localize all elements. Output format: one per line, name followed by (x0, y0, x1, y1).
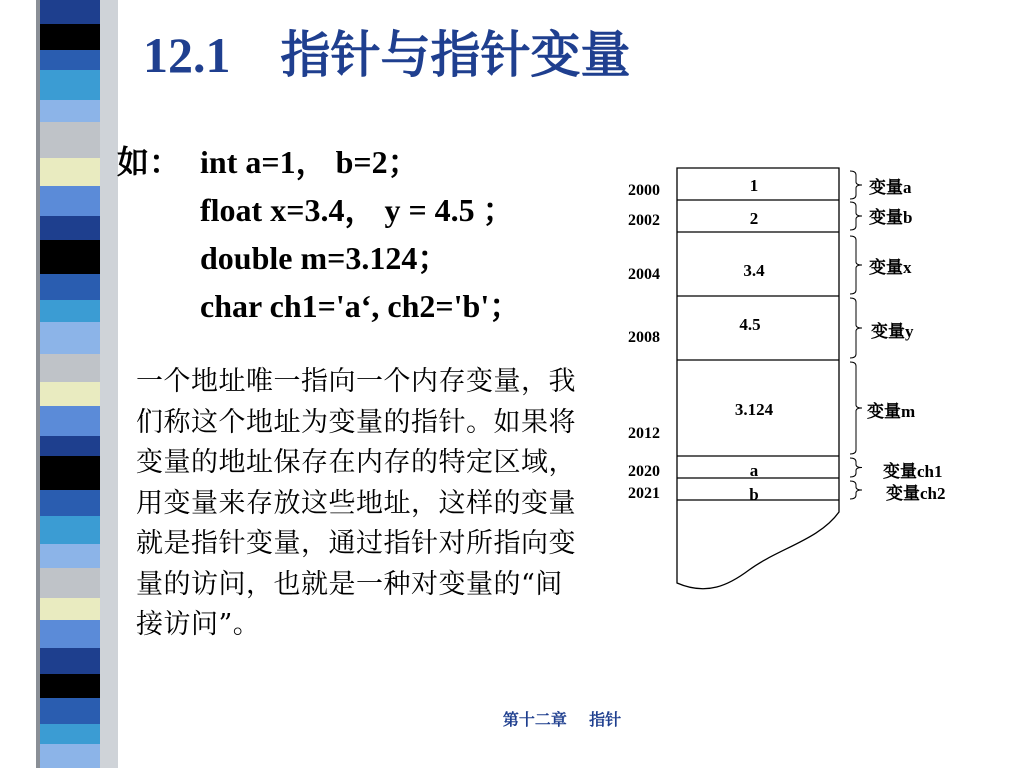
code-line-double: double m=3.124； (200, 240, 450, 276)
cell-brace (850, 202, 862, 230)
stripe-block (40, 100, 100, 122)
stripe-block (40, 456, 100, 490)
stripe-block (40, 436, 100, 456)
cell-brace (850, 171, 862, 199)
stripe-block (40, 544, 100, 568)
cell-label: 变量ch1 (883, 462, 943, 481)
cell-label: 变量a (869, 178, 912, 197)
stripe-edge (36, 0, 40, 768)
stripe-block (40, 354, 100, 382)
stripe-block (40, 0, 100, 24)
stripe-block (40, 216, 100, 240)
cell-label: 变量x (869, 258, 912, 277)
stripe-block (40, 648, 100, 674)
cell-address: 2004 (628, 266, 660, 283)
stripe-block (40, 50, 100, 70)
stripe-shadow (100, 0, 118, 768)
stripe-block (40, 300, 100, 322)
stripe-block (40, 186, 100, 216)
stripe-block (40, 744, 100, 768)
cell-address: 2008 (628, 329, 660, 346)
stripe-block (40, 70, 100, 100)
code-line-float: float x=3.4， y = 4.5 ； (200, 192, 515, 228)
cell-label: 变量ch2 (886, 484, 946, 503)
cell-label: 变量y (871, 322, 914, 341)
decorative-stripe-bar (0, 0, 118, 768)
cell-address: 2000 (628, 182, 660, 199)
example-prefix: 如： (117, 144, 182, 180)
cell-value: 4.5 (739, 315, 761, 334)
cell-brace (850, 362, 862, 454)
stripe-block (40, 382, 100, 406)
code-line-char: char ch1='a‘, ch2='b'； (200, 288, 522, 324)
footer-chapter: 第十二章 指针 (502, 710, 622, 729)
cell-address: 2002 (628, 212, 660, 229)
cell-address: 2012 (628, 425, 660, 442)
cell-brace (850, 236, 862, 294)
cell-brace (850, 298, 862, 358)
stripe-block (40, 274, 100, 300)
cell-value: a (749, 461, 759, 480)
stripe-block (40, 406, 100, 436)
stripe-block (40, 490, 100, 516)
cell-value: 3.4 (743, 261, 765, 280)
memory-outline (677, 168, 839, 589)
stripe-block (40, 516, 100, 544)
cell-value: 1 (749, 176, 759, 195)
stripe-block (40, 568, 100, 598)
stripe-block (40, 240, 100, 274)
memory-block (677, 168, 839, 589)
stripe-block (40, 322, 100, 354)
cell-value: 3.124 (734, 400, 774, 419)
cell-brace (850, 481, 862, 499)
stripe-block (40, 620, 100, 648)
memory-diagram (620, 160, 980, 605)
stripe-block (40, 598, 100, 620)
stripe-block (40, 24, 100, 50)
stripe-block (40, 122, 100, 158)
cell-address: 2020 (628, 463, 660, 480)
cell-address: 2021 (628, 485, 660, 502)
code-line-int: int a=1， b=2； (200, 144, 420, 180)
cell-value: 2 (749, 209, 759, 228)
description-paragraph: 一个地址唯一指向一个内存变量，我们称这个地址为变量的指针。如果将变量的地址保存在内存的特定区域，用变量来存放这些地址，这样的变量就是指针变量，通过指针对所指向变量的访问，也就是一种对变量的“间接访问”。 (136, 366, 576, 640)
cell-label: 变量m (867, 402, 916, 421)
cell-brace (850, 458, 862, 477)
cell-label: 变量b (869, 208, 913, 227)
cell-value: b (749, 485, 759, 504)
page-title: 12.1 指针与指针变量 (143, 27, 631, 83)
stripe-block (40, 674, 100, 698)
stripe-block (40, 158, 100, 186)
